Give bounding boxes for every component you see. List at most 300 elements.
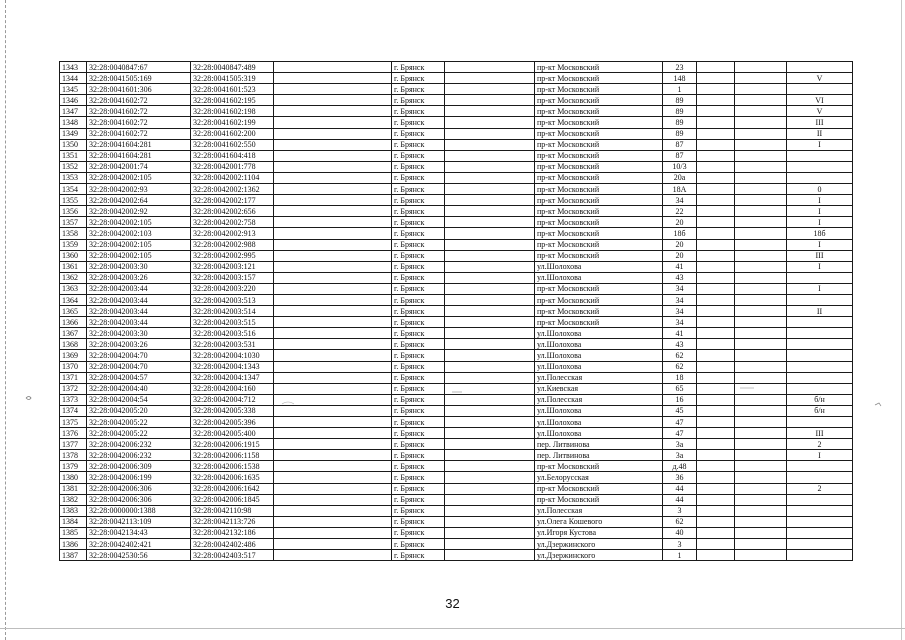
empty-cell-cell [274, 306, 392, 317]
object-cadastral-number-cell: 32:28:0042005:396 [191, 417, 274, 428]
empty-cell-cell [697, 217, 735, 228]
empty-cell-cell [735, 128, 787, 139]
street-cell: ул.Полесская [535, 505, 663, 516]
empty-cell-cell [735, 483, 787, 494]
flat-number-cell: III [787, 428, 853, 439]
table-row [60, 450, 853, 461]
object-cadastral-number-cell: 32:28:0042006:1915 [191, 439, 274, 450]
city-cell: г. Брянск [392, 372, 445, 383]
flat-number-cell: II [787, 306, 853, 317]
street-cell: ул.Полесская [535, 394, 663, 405]
flat-number-cell: III [787, 117, 853, 128]
object-cadastral-number-cell: 32:28:0042002:988 [191, 239, 274, 250]
city-cell: г. Брянск [392, 450, 445, 461]
flat-number-cell [787, 317, 853, 328]
row-number-cell: 1363 [60, 283, 87, 294]
flat-number-cell [787, 383, 853, 394]
object-cadastral-number-cell: 32:28:0042002:913 [191, 228, 274, 239]
table-row [60, 206, 853, 217]
empty-cell-cell [445, 461, 535, 472]
street-cell: пр-кт Московский [535, 150, 663, 161]
empty-cell-cell [697, 250, 735, 261]
empty-cell-cell [445, 472, 535, 483]
object-cadastral-number-cell: 32:28:0042002:656 [191, 206, 274, 217]
empty-cell-cell [274, 394, 392, 405]
parcel-cadastral-number-cell: 32:28:0042004:70 [87, 350, 191, 361]
city-cell: г. Брянск [392, 261, 445, 272]
empty-cell-cell [697, 62, 735, 73]
table-row [60, 228, 853, 239]
row-number-cell: 1357 [60, 217, 87, 228]
table-row [60, 195, 853, 206]
house-number-cell: 34 [663, 306, 697, 317]
flat-number-cell: II [787, 128, 853, 139]
street-cell: ул.Шолохова [535, 361, 663, 372]
table-row [60, 95, 853, 106]
table-row [60, 405, 853, 416]
empty-cell-cell [735, 95, 787, 106]
house-number-cell: 20а [663, 172, 697, 183]
house-number-cell: 20 [663, 239, 697, 250]
empty-cell-cell [697, 350, 735, 361]
empty-cell-cell [735, 405, 787, 416]
parcel-cadastral-number-cell: 32:28:0042003:44 [87, 317, 191, 328]
flat-number-cell [787, 461, 853, 472]
empty-cell-cell [697, 539, 735, 550]
parcel-cadastral-number-cell: 32:28:0042003:44 [87, 306, 191, 317]
empty-cell-cell [697, 328, 735, 339]
city-cell: г. Брянск [392, 250, 445, 261]
street-cell: пр-кт Московский [535, 217, 663, 228]
house-number-cell: 41 [663, 261, 697, 272]
flat-number-cell: 18б [787, 228, 853, 239]
city-cell: г. Брянск [392, 550, 445, 561]
empty-cell-cell [445, 106, 535, 117]
house-number-cell: 18А [663, 184, 697, 195]
empty-cell-cell [735, 516, 787, 527]
city-cell: г. Брянск [392, 439, 445, 450]
table-row [60, 417, 853, 428]
house-number-cell: 44 [663, 483, 697, 494]
row-number-cell: 1362 [60, 272, 87, 283]
table-row [60, 383, 853, 394]
empty-cell-cell [274, 62, 392, 73]
empty-cell-cell [697, 339, 735, 350]
city-cell: г. Брянск [392, 106, 445, 117]
street-cell: пр-кт Московский [535, 239, 663, 250]
table-row [60, 150, 853, 161]
street-cell: пр-кт Московский [535, 128, 663, 139]
street-cell: пр-кт Московский [535, 283, 663, 294]
empty-cell-cell [445, 150, 535, 161]
street-cell: пр-кт Московский [535, 62, 663, 73]
street-cell: пр-кт Московский [535, 206, 663, 217]
street-cell: пр-кт Московский [535, 95, 663, 106]
house-number-cell: 89 [663, 106, 697, 117]
street-cell: пер. Литвинова [535, 450, 663, 461]
table-row [60, 117, 853, 128]
empty-cell-cell [274, 106, 392, 117]
table-row [60, 428, 853, 439]
empty-cell-cell [735, 494, 787, 505]
house-number-cell: 20 [663, 217, 697, 228]
street-cell: пр-кт Московский [535, 73, 663, 84]
empty-cell-cell [445, 250, 535, 261]
empty-cell-cell [445, 417, 535, 428]
row-number-cell: 1372 [60, 383, 87, 394]
table-row [60, 372, 853, 383]
object-cadastral-number-cell: 32:28:0042004:712 [191, 394, 274, 405]
empty-cell-cell [735, 272, 787, 283]
table-row [60, 294, 853, 305]
house-number-cell: 89 [663, 95, 697, 106]
city-cell: г. Брянск [392, 128, 445, 139]
row-number-cell: 1381 [60, 483, 87, 494]
empty-cell-cell [445, 139, 535, 150]
city-cell: г. Брянск [392, 283, 445, 294]
empty-cell-cell [445, 361, 535, 372]
parcel-cadastral-number-cell: 32:28:0042530:56 [87, 550, 191, 561]
object-cadastral-number-cell: 32:28:0041604:418 [191, 150, 274, 161]
empty-cell-cell [274, 117, 392, 128]
street-cell: ул.Олега Кошевого [535, 516, 663, 527]
empty-cell-cell [735, 150, 787, 161]
parcel-cadastral-number-cell: 32:28:0042006:309 [87, 461, 191, 472]
row-number-cell: 1371 [60, 372, 87, 383]
empty-cell-cell [445, 283, 535, 294]
empty-cell-cell [735, 84, 787, 95]
row-number-cell: 1344 [60, 73, 87, 84]
empty-cell-cell [735, 428, 787, 439]
empty-cell-cell [445, 372, 535, 383]
row-number-cell: 1387 [60, 550, 87, 561]
row-number-cell: 1354 [60, 184, 87, 195]
page-number: 32 [445, 596, 460, 611]
empty-cell-cell [274, 184, 392, 195]
street-cell: ул.Игоря Кустова [535, 527, 663, 538]
parcel-cadastral-number-cell: 32:28:0042005:20 [87, 405, 191, 416]
object-cadastral-number-cell: 32:28:0042002:1362 [191, 184, 274, 195]
empty-cell-cell [697, 161, 735, 172]
parcel-cadastral-number-cell: 32:28:0041604:281 [87, 139, 191, 150]
table-row [60, 516, 853, 527]
empty-cell-cell [735, 172, 787, 183]
empty-cell-cell [697, 317, 735, 328]
table-row [60, 106, 853, 117]
empty-cell-cell [274, 161, 392, 172]
empty-cell-cell [735, 328, 787, 339]
empty-cell-cell [274, 461, 392, 472]
empty-cell-cell [735, 73, 787, 84]
empty-cell-cell [445, 394, 535, 405]
parcel-cadastral-number-cell: 32:28:0042003:44 [87, 294, 191, 305]
empty-cell-cell [274, 361, 392, 372]
row-number-cell: 1386 [60, 539, 87, 550]
street-cell: ул.Шолохова [535, 428, 663, 439]
parcel-cadastral-number-cell: 32:28:0042002:93 [87, 184, 191, 195]
flat-number-cell: б/н [787, 405, 853, 416]
empty-cell-cell [697, 461, 735, 472]
empty-cell-cell [274, 73, 392, 84]
empty-cell-cell [735, 239, 787, 250]
table-row [60, 239, 853, 250]
empty-cell-cell [274, 317, 392, 328]
empty-cell-cell [274, 483, 392, 494]
house-number-cell: 62 [663, 350, 697, 361]
city-cell: г. Брянск [392, 172, 445, 183]
city-cell: г. Брянск [392, 350, 445, 361]
flat-number-cell: I [787, 261, 853, 272]
house-number-cell: 34 [663, 294, 697, 305]
city-cell: г. Брянск [392, 516, 445, 527]
empty-cell-cell [735, 195, 787, 206]
empty-cell-cell [697, 117, 735, 128]
empty-cell-cell [274, 217, 392, 228]
flat-number-cell [787, 472, 853, 483]
street-cell: ул.Шолохова [535, 261, 663, 272]
city-cell: г. Брянск [392, 527, 445, 538]
parcel-cadastral-number-cell: 32:28:0042003:26 [87, 339, 191, 350]
empty-cell-cell [697, 73, 735, 84]
parcel-cadastral-number-cell: 32:28:0042006:232 [87, 450, 191, 461]
table-row [60, 128, 853, 139]
empty-cell-cell [735, 184, 787, 195]
street-cell: пр-кт Московский [535, 84, 663, 95]
street-cell: ул.Шолохова [535, 417, 663, 428]
empty-cell-cell [274, 405, 392, 416]
table-row [60, 283, 853, 294]
empty-cell-cell [735, 372, 787, 383]
flat-number-cell: I [787, 217, 853, 228]
table-row [60, 62, 853, 73]
empty-cell-cell [274, 494, 392, 505]
empty-cell-cell [274, 206, 392, 217]
empty-cell-cell [735, 472, 787, 483]
parcel-cadastral-number-cell: 32:28:0040847:67 [87, 62, 191, 73]
flat-number-cell [787, 550, 853, 561]
street-cell: пр-кт Московский [535, 250, 663, 261]
house-number-cell: 45 [663, 405, 697, 416]
flat-number-cell: б/н [787, 394, 853, 405]
house-number-cell: 10/3 [663, 161, 697, 172]
empty-cell-cell [735, 261, 787, 272]
object-cadastral-number-cell: 32:28:0042006:1845 [191, 494, 274, 505]
house-number-cell: 34 [663, 195, 697, 206]
street-cell: пр-кт Московский [535, 172, 663, 183]
flat-number-cell [787, 372, 853, 383]
street-cell: ул.Полесская [535, 372, 663, 383]
empty-cell-cell [735, 417, 787, 428]
parcel-cadastral-number-cell: 32:28:0041602:72 [87, 117, 191, 128]
city-cell: г. Брянск [392, 294, 445, 305]
object-cadastral-number-cell: 32:28:0042132:186 [191, 527, 274, 538]
street-cell: ул.Шолохова [535, 339, 663, 350]
city-cell: г. Брянск [392, 195, 445, 206]
empty-cell-cell [735, 306, 787, 317]
row-number-cell: 1366 [60, 317, 87, 328]
empty-cell-cell [697, 417, 735, 428]
table-row [60, 84, 853, 95]
empty-cell-cell [697, 505, 735, 516]
empty-cell-cell [445, 383, 535, 394]
object-cadastral-number-cell: 32:28:0042005:338 [191, 405, 274, 416]
house-number-cell: 87 [663, 139, 697, 150]
parcel-cadastral-number-cell: 32:28:0042113:109 [87, 516, 191, 527]
empty-cell-cell [697, 206, 735, 217]
row-number-cell: 1359 [60, 239, 87, 250]
empty-cell-cell [445, 272, 535, 283]
parcel-cadastral-number-cell: 32:28:0041505:169 [87, 73, 191, 84]
row-number-cell: 1367 [60, 328, 87, 339]
empty-cell-cell [445, 128, 535, 139]
empty-cell-cell [445, 350, 535, 361]
house-number-cell: 89 [663, 128, 697, 139]
object-cadastral-number-cell: 32:28:0042003:121 [191, 261, 274, 272]
table-row [60, 394, 853, 405]
table-row [60, 439, 853, 450]
street-cell: пр-кт Московский [535, 306, 663, 317]
empty-cell-cell [445, 117, 535, 128]
street-cell: ул.Шолохова [535, 328, 663, 339]
empty-cell-cell [697, 472, 735, 483]
table-row [60, 527, 853, 538]
city-cell: г. Брянск [392, 73, 445, 84]
row-number-cell: 1383 [60, 505, 87, 516]
row-number-cell: 1343 [60, 62, 87, 73]
street-cell: пр-кт Московский [535, 494, 663, 505]
empty-cell-cell [274, 450, 392, 461]
parcel-cadastral-number-cell: 32:28:0042003:26 [87, 272, 191, 283]
flat-number-cell [787, 361, 853, 372]
object-cadastral-number-cell: 32:28:0041602:199 [191, 117, 274, 128]
object-cadastral-number-cell: 32:28:0042003:516 [191, 328, 274, 339]
object-cadastral-number-cell: 32:28:0042006:1538 [191, 461, 274, 472]
house-number-cell: 40 [663, 527, 697, 538]
table-row [60, 328, 853, 339]
empty-cell-cell [697, 128, 735, 139]
empty-cell-cell [735, 317, 787, 328]
empty-cell-cell [735, 294, 787, 305]
city-cell: г. Брянск [392, 217, 445, 228]
house-number-cell: 87 [663, 150, 697, 161]
city-cell: г. Брянск [392, 184, 445, 195]
object-cadastral-number-cell: 32:28:0042002:758 [191, 217, 274, 228]
empty-cell-cell [735, 450, 787, 461]
empty-cell-cell [697, 494, 735, 505]
object-cadastral-number-cell: 32:28:0040847:489 [191, 62, 274, 73]
empty-cell-cell [697, 383, 735, 394]
empty-cell-cell [445, 294, 535, 305]
object-cadastral-number-cell: 32:28:0041602:195 [191, 95, 274, 106]
house-number-cell: 36 [663, 472, 697, 483]
row-number-cell: 1351 [60, 150, 87, 161]
street-cell: пр-кт Московский [535, 117, 663, 128]
flat-number-cell: V [787, 73, 853, 84]
empty-cell-cell [697, 139, 735, 150]
empty-cell-cell [445, 328, 535, 339]
empty-cell-cell [274, 172, 392, 183]
empty-cell-cell [445, 494, 535, 505]
table-row [60, 73, 853, 84]
empty-cell-cell [697, 261, 735, 272]
empty-cell-cell [735, 206, 787, 217]
empty-cell-cell [445, 228, 535, 239]
city-cell: г. Брянск [392, 472, 445, 483]
empty-cell-cell [697, 483, 735, 494]
empty-cell-cell [274, 283, 392, 294]
city-cell: г. Брянск [392, 117, 445, 128]
table-row [60, 217, 853, 228]
table-row [60, 461, 853, 472]
flat-number-cell [787, 505, 853, 516]
empty-cell-cell [445, 527, 535, 538]
parcel-cadastral-number-cell: 32:28:0041602:72 [87, 95, 191, 106]
city-cell: г. Брянск [392, 317, 445, 328]
row-number-cell: 1379 [60, 461, 87, 472]
empty-cell-cell [697, 84, 735, 95]
city-cell: г. Брянск [392, 272, 445, 283]
empty-cell-cell [274, 539, 392, 550]
empty-cell-cell [274, 328, 392, 339]
parcel-cadastral-number-cell: 32:28:0042003:30 [87, 261, 191, 272]
empty-cell-cell [735, 117, 787, 128]
flat-number-cell [787, 294, 853, 305]
empty-cell-cell [735, 539, 787, 550]
house-number-cell: 44 [663, 494, 697, 505]
empty-cell-cell [735, 383, 787, 394]
object-cadastral-number-cell: 32:28:0042003:220 [191, 283, 274, 294]
flat-number-cell: III [787, 250, 853, 261]
object-cadastral-number-cell: 32:28:0042002:995 [191, 250, 274, 261]
parcel-cadastral-number-cell: 32:28:0042002:103 [87, 228, 191, 239]
empty-cell-cell [735, 106, 787, 117]
city-cell: г. Брянск [392, 539, 445, 550]
parcel-cadastral-number-cell: 32:28:0042004:70 [87, 361, 191, 372]
empty-cell-cell [274, 250, 392, 261]
row-number-cell: 1378 [60, 450, 87, 461]
flat-number-cell: I [787, 239, 853, 250]
empty-cell-cell [274, 195, 392, 206]
row-number-cell: 1358 [60, 228, 87, 239]
house-number-cell: 3 [663, 539, 697, 550]
parcel-cadastral-number-cell: 32:28:0042006:199 [87, 472, 191, 483]
street-cell: пр-кт Московский [535, 184, 663, 195]
parcel-cadastral-number-cell: 32:28:0042006:306 [87, 494, 191, 505]
house-number-cell: 20 [663, 250, 697, 261]
city-cell: г. Брянск [392, 505, 445, 516]
house-number-cell: 1 [663, 550, 697, 561]
table-row [60, 139, 853, 150]
empty-cell-cell [445, 505, 535, 516]
flat-number-cell: I [787, 195, 853, 206]
object-cadastral-number-cell: 32:28:0042005:400 [191, 428, 274, 439]
house-number-cell: 22 [663, 206, 697, 217]
city-cell: г. Брянск [392, 84, 445, 95]
row-number-cell: 1368 [60, 339, 87, 350]
empty-cell-cell [445, 184, 535, 195]
empty-cell-cell [274, 516, 392, 527]
city-cell: г. Брянск [392, 494, 445, 505]
house-number-cell: 41 [663, 328, 697, 339]
empty-cell-cell [445, 516, 535, 527]
empty-cell-cell [735, 350, 787, 361]
empty-cell-cell [274, 84, 392, 95]
empty-cell-cell [735, 339, 787, 350]
parcel-cadastral-number-cell: 32:28:0042002:105 [87, 239, 191, 250]
house-number-cell: 62 [663, 516, 697, 527]
parcel-cadastral-number-cell: 32:28:0042002:64 [87, 195, 191, 206]
table-row [60, 361, 853, 372]
